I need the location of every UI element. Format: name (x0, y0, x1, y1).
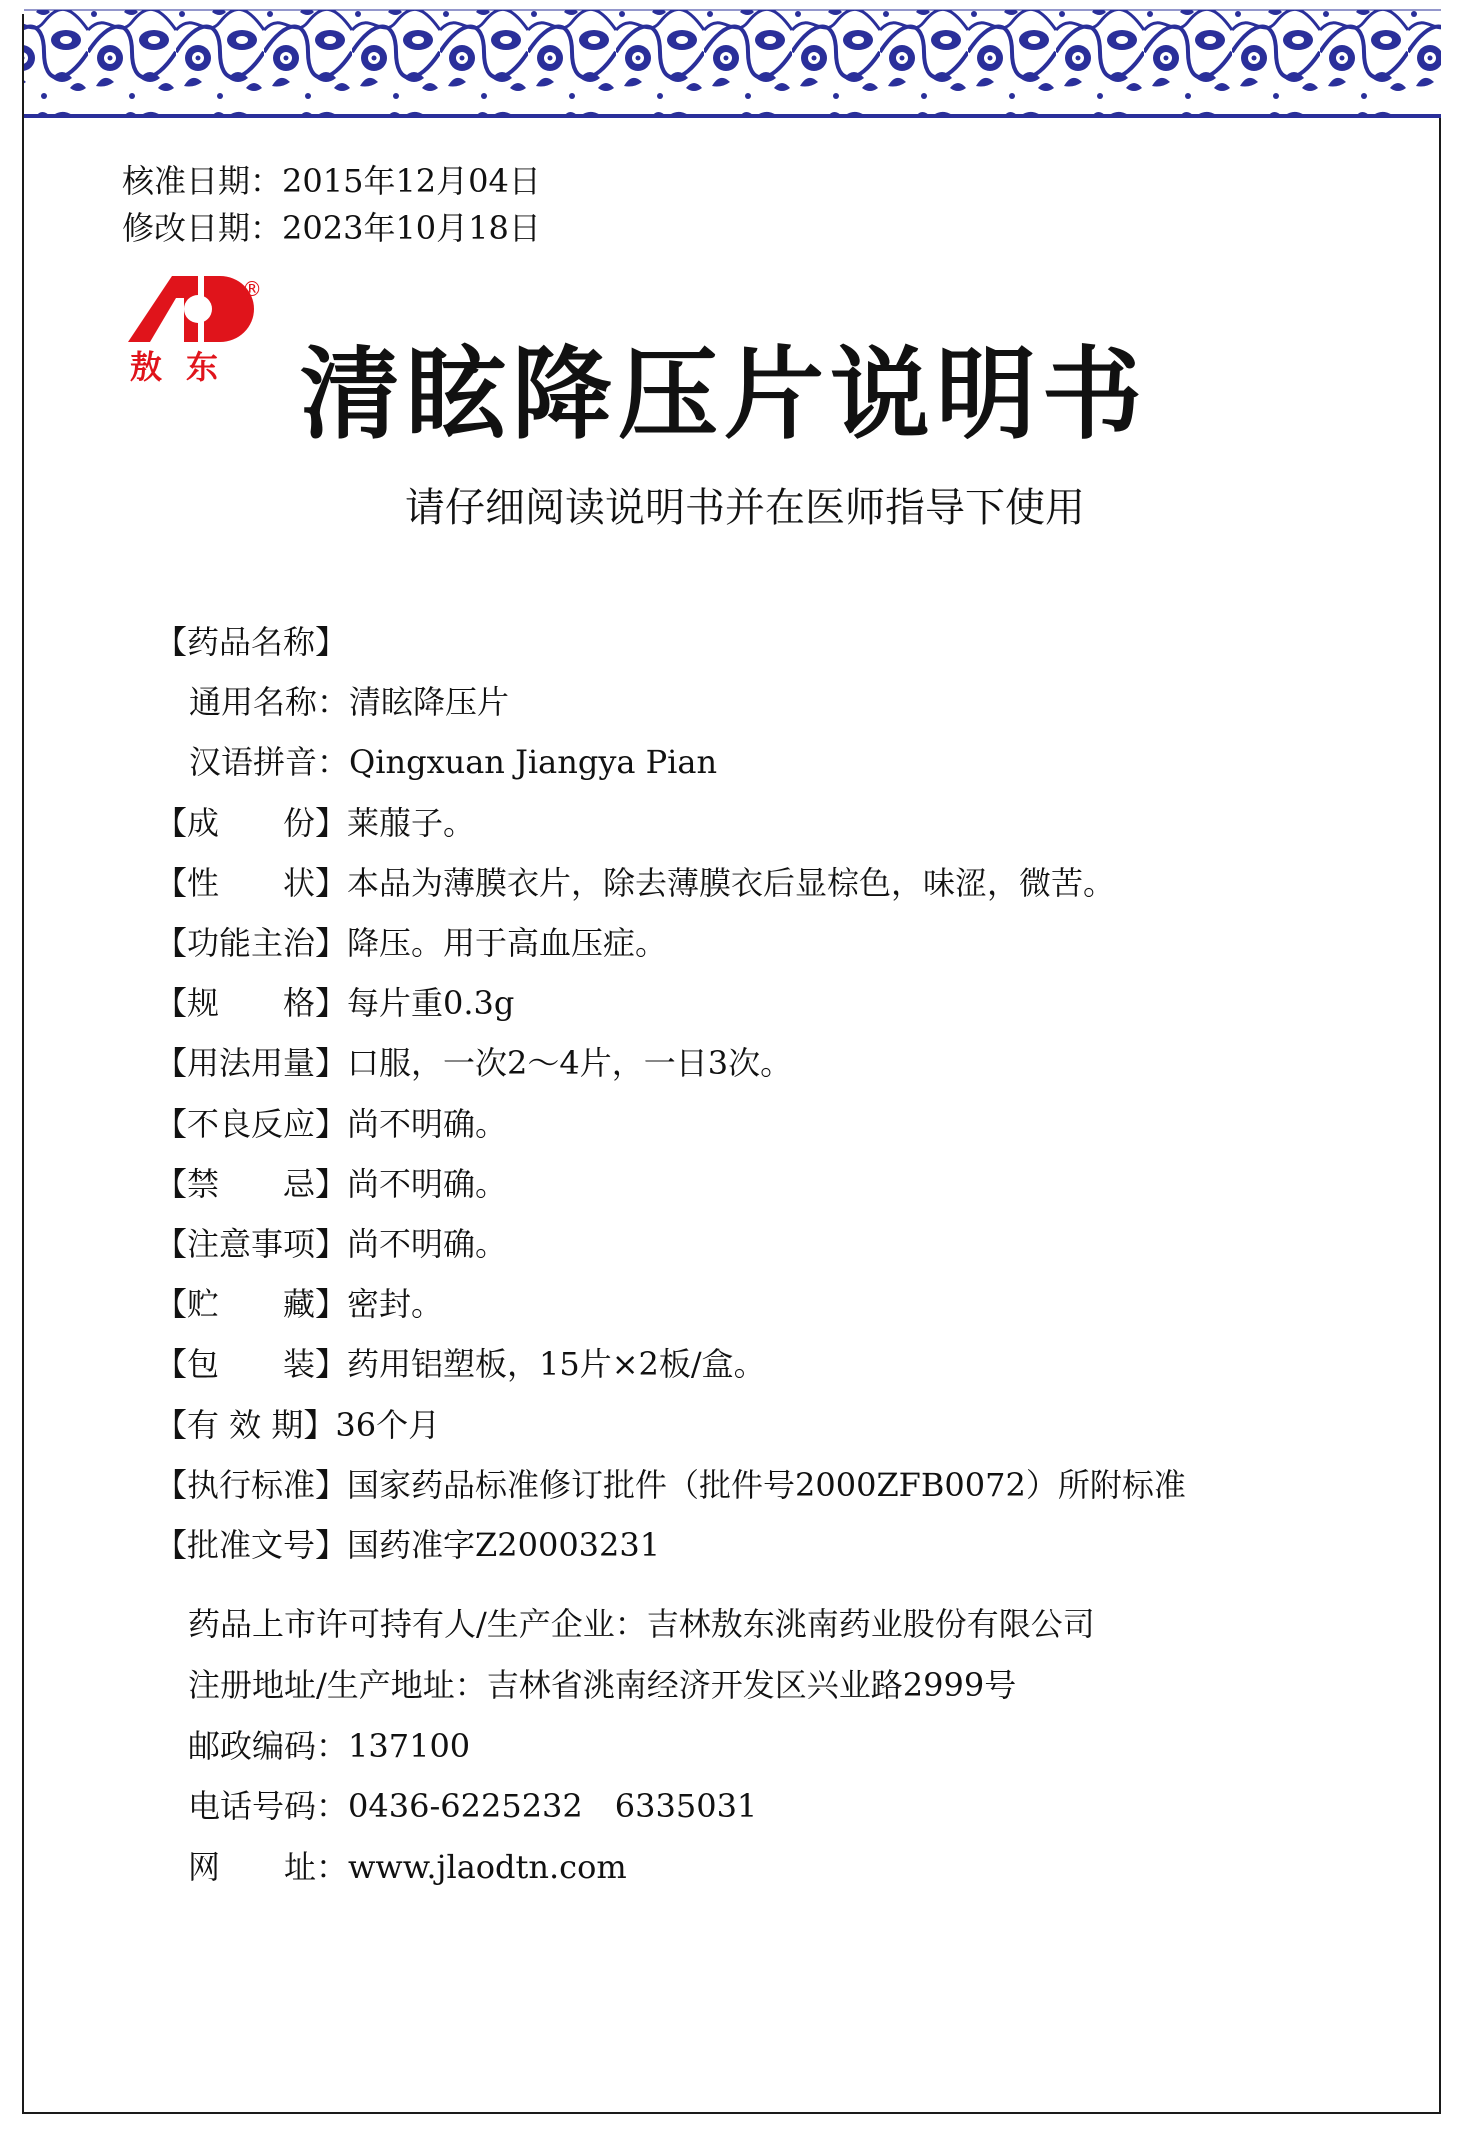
section-contraindications: 【禁 忌】尚不明确。 (155, 1164, 508, 1203)
section-description: 【性 状】本品为薄膜衣片，除去薄膜衣后显棕色，味涩，微苦。 (155, 863, 1116, 902)
generic-name: 通用名称：清眩降压片 (189, 683, 510, 722)
website: 网 址：www.jlaodtn.com (188, 1848, 627, 1887)
page-title: 清眩降压片说明书 (300, 335, 1148, 453)
section-adverse-reactions: 【不良反应】尚不明确。 (155, 1104, 508, 1143)
section-standard: 【执行标准】国家药品标准修订批件（批件号2000ZFB0072）所附标准 (155, 1465, 1186, 1504)
pinyin-name: 汉语拼音：Qingxuan Jiangya Pian (189, 743, 718, 782)
section-dosage: 【用法用量】口服，一次2～4片，一日3次。 (155, 1044, 793, 1083)
section-drug-name: 【药品名称】 (155, 623, 348, 661)
revision-date: 修改日期：2023年10月18日 (122, 209, 541, 247)
section-indications: 【功能主治】降压。用于高血压症。 (155, 924, 668, 963)
section-precautions: 【注意事项】尚不明确。 (155, 1225, 508, 1264)
page-subtitle: 请仔细阅读说明书并在医师指导下使用 (405, 485, 1085, 531)
section-specification: 【规 格】每片重0.3g (155, 984, 515, 1023)
section-ingredients: 【成 份】莱菔子。 (155, 803, 476, 842)
address: 注册地址/生产地址：吉林省洮南经济开发区兴业路2999号 (188, 1665, 1017, 1704)
section-expiry: 【有 效 期】36个月 (155, 1405, 441, 1444)
section-packaging: 【包 装】药用铝塑板，15片×2板/盒。 (155, 1345, 766, 1384)
section-approval-number: 【批准文号】国药准字Z20003231 (155, 1526, 661, 1565)
manufacturer: 药品上市许可持有人/生产企业：吉林敖东洮南药业股份有限公司 (188, 1605, 1095, 1643)
logo-text: 敖东 (130, 348, 243, 386)
registered-mark: ® (242, 277, 262, 301)
approval-date: 核准日期：2015年12月04日 (122, 162, 541, 200)
section-storage: 【贮 藏】密封。 (155, 1285, 444, 1324)
dates-block (122, 158, 541, 252)
decorative-floral-border (0, 0, 1465, 122)
phone: 电话号码：0436-6225232 6335031 (188, 1787, 758, 1826)
drug-info-section (155, 612, 1186, 1575)
postal-code: 邮政编码：137100 (188, 1726, 471, 1765)
manufacturer-info (188, 1594, 1095, 1898)
